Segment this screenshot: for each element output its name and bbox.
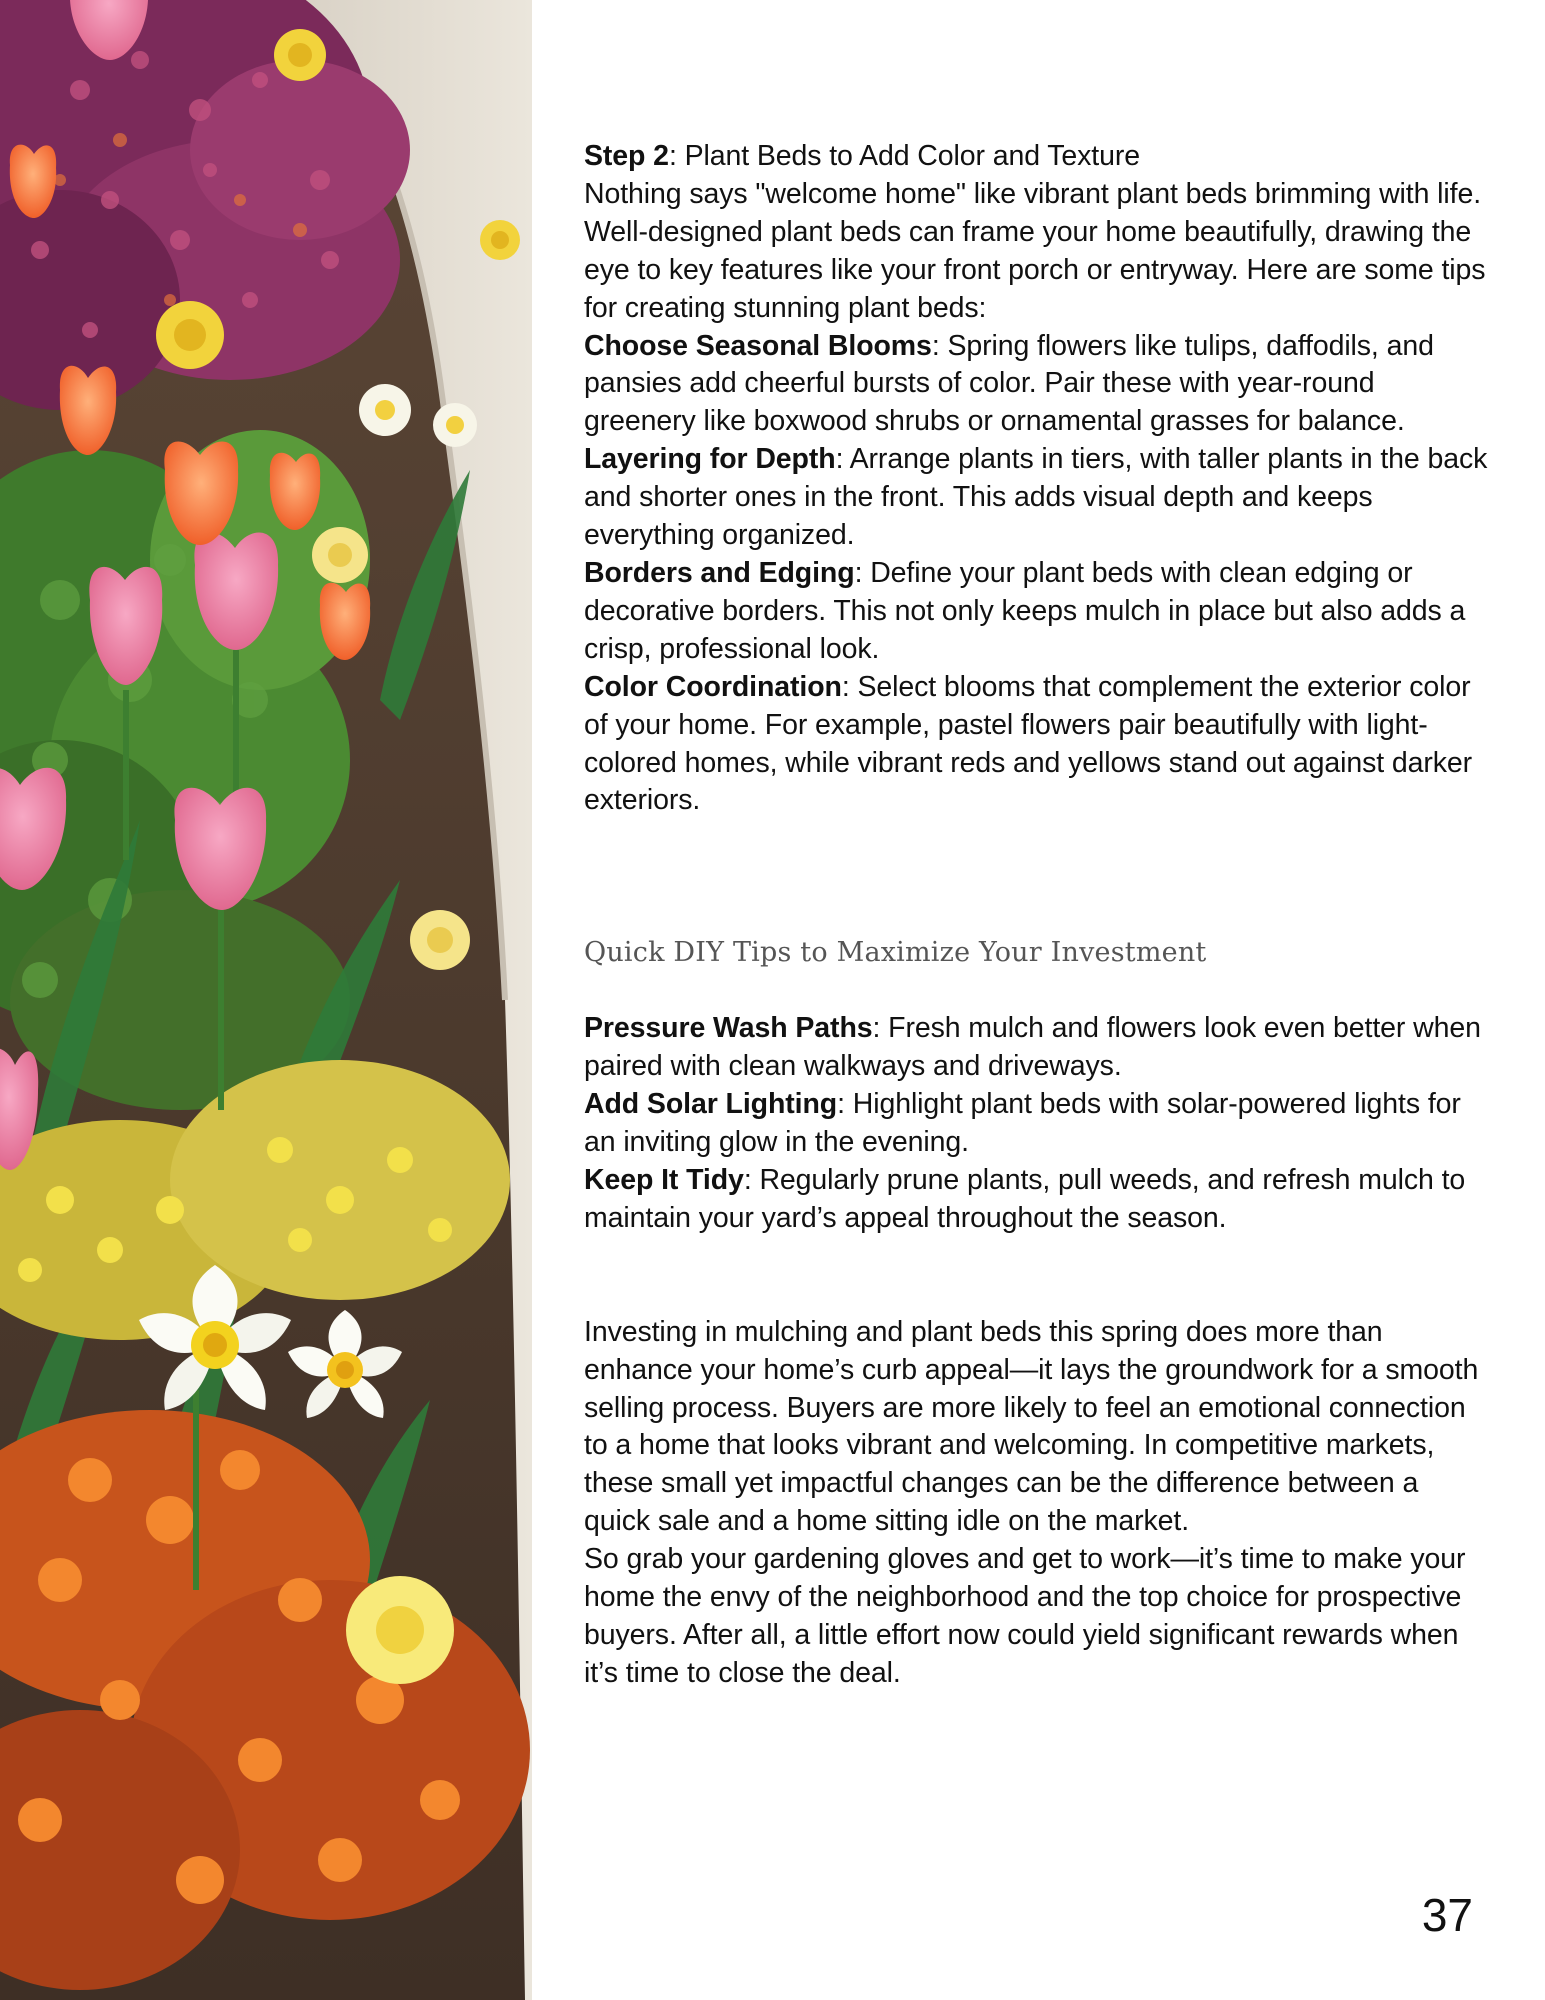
tip-layering (584, 441, 1489, 555)
tip-text: : Fresh mulch and flowers look even better when paired with clean walkways and driveways. (584, 1012, 1481, 1083)
diy-section (584, 934, 1489, 1237)
tip-borders (584, 555, 1489, 669)
tip-seasonal-blooms (584, 328, 1489, 442)
tip-term: Choose Seasonal Blooms (584, 329, 932, 362)
tip-term: Borders and Edging (584, 556, 855, 589)
tip-keep-tidy (584, 1162, 1489, 1238)
tip-term: Layering for Depth (584, 443, 836, 476)
step2-title (584, 138, 1489, 176)
page-number: 37 (1421, 1889, 1473, 1941)
tip-text: : Highlight plant beds with solar-powered lights for an inviting glow in the evening. (584, 1088, 1461, 1159)
flower-bed-illustration (0, 0, 532, 2000)
spacer (584, 972, 1489, 1010)
conclusion-section (584, 1314, 1489, 1693)
flower-bed-photo (0, 0, 532, 2000)
step2-label: Step 2 (584, 140, 669, 172)
tip-text: : Spring flowers like tulips, daffodils, and pansies add cheerful bursts of color. Pair these with year-round greenery like boxwood shrubs or ornamental grasses for balance. (584, 329, 1434, 438)
conclusion-paragraph-1: Investing in mulching and plant beds this spring does more than enhance your home’s curb appeal—it lays the groundwork for a smooth selling process. Buyers are more likely to feel an emotional connection to a home that looks vibrant and welcoming. In competitive markets, these small yet impactful changes can be the difference between a quick sale and a home sitting idle on the market. (584, 1315, 1479, 1538)
tip-text: : Select blooms that complement the exterior color of your home. For example, pastel flowers pair beautifully with light-colored homes, while vibrant reds and yellows stand out against darker exteriors. (584, 670, 1473, 817)
tip-text: : Arrange plants in tiers, with taller plants in the back and shorter ones in the front. This adds visual depth and keeps everything organized. (584, 443, 1488, 552)
diy-heading: Quick DIY Tips to Maximize Your Investment (584, 937, 1207, 969)
tip-term: Keep It Tidy (584, 1163, 744, 1196)
tip-term: Add Solar Lighting (584, 1088, 838, 1121)
step2-title-text: : Plant Beds to Add Color and Texture (668, 140, 1141, 172)
article-content (584, 138, 1489, 1693)
tip-text: : Define your plant beds with clean edging or decorative borders. This not only keeps mulch in place but also adds a crisp, professional look. (584, 556, 1466, 665)
spacer (584, 820, 1489, 934)
tip-color-coordination (584, 669, 1489, 821)
spacer (584, 1238, 1489, 1314)
step2-section (584, 138, 1489, 820)
tip-pressure-wash (584, 1010, 1489, 1086)
step2-intro: Nothing says "welcome home" like vibrant plant beds brimming with life. Well-designed plant beds can frame your home beautifully, drawing the eye to key features like your front porch or entryway. Here are some tips for creating stunning plant beds: (584, 177, 1486, 324)
tip-term: Color Coordination (584, 670, 842, 703)
tip-solar-lighting (584, 1086, 1489, 1162)
tip-text: : Regularly prune plants, pull weeds, and refresh mulch to maintain your yard’s appeal throughout the season. (584, 1163, 1466, 1234)
conclusion-paragraph-2: So grab your gardening gloves and get to work—it’s time to make your home the envy of the neighborhood and the top choice for prospective buyers. After all, a little effort now could yield significant rewards when it’s time to close the deal. (584, 1543, 1466, 1689)
tip-term: Pressure Wash Paths (584, 1012, 873, 1045)
